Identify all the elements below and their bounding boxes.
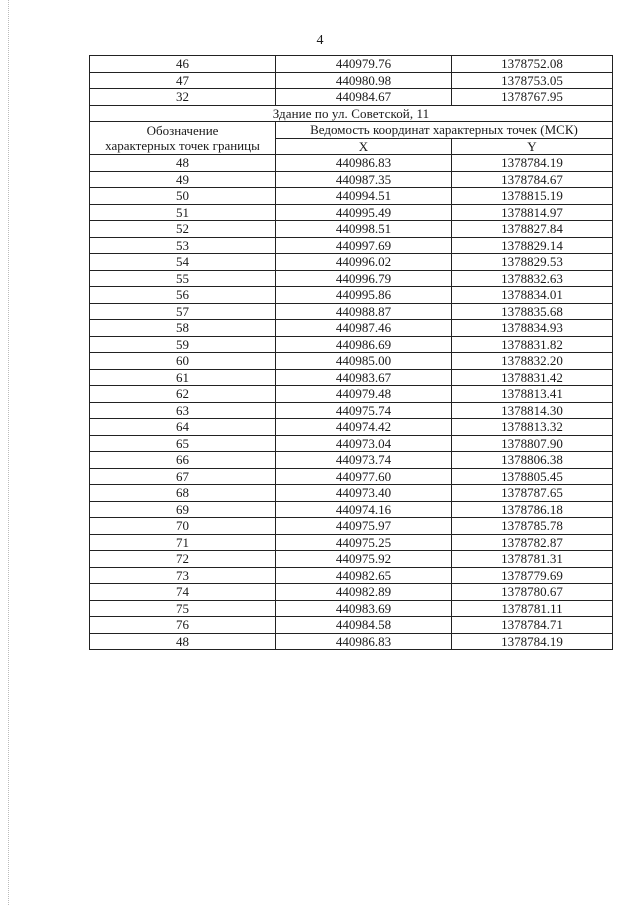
point-id-cell: 57 [90,303,276,320]
point-id-cell: 60 [90,353,276,370]
y-coordinate-cell: 1378813.32 [452,419,613,436]
y-coordinate-cell: 1378834.01 [452,287,613,304]
y-coordinate-cell: 1378813.41 [452,386,613,403]
table-row [90,485,613,502]
y-coordinate-cell: 1378781.11 [452,600,613,617]
table-row [90,468,613,485]
table-row [90,287,613,304]
point-id-cell: 71 [90,534,276,551]
x-coordinate-cell: 440995.86 [276,287,452,304]
point-id-cell: 67 [90,468,276,485]
x-coordinate-cell: 440998.51 [276,221,452,238]
y-coordinate-cell: 1378827.84 [452,221,613,238]
x-coordinate-cell: 440994.51 [276,188,452,205]
designation-header-line1: Обозначение [146,123,219,138]
x-coordinate-cell: 440986.69 [276,336,452,353]
y-coordinate-cell: 1378787.65 [452,485,613,502]
table-row [90,369,613,386]
table-row [90,56,613,73]
x-coordinate-cell: 440975.25 [276,534,452,551]
point-id-cell: 56 [90,287,276,304]
table-row [90,584,613,601]
point-id-cell: 73 [90,567,276,584]
y-coordinate-cell: 1378806.38 [452,452,613,469]
table-row [90,336,613,353]
y-coordinate-cell: 1378784.19 [452,633,613,650]
x-coordinate-cell: 440973.40 [276,485,452,502]
point-id-cell: 53 [90,237,276,254]
table-row [90,435,613,452]
x-coordinate-cell: 440975.92 [276,551,452,568]
y-coordinate-cell: 1378834.93 [452,320,613,337]
point-id-cell: 76 [90,617,276,634]
x-coordinate-cell: 440979.76 [276,56,452,73]
designation-header [90,122,276,155]
table-row [90,303,613,320]
y-coordinate-cell: 1378832.20 [452,353,613,370]
point-id-cell: 66 [90,452,276,469]
point-id-cell: 72 [90,551,276,568]
point-id-cell: 48 [90,155,276,172]
scan-margin-line [8,0,10,905]
table-row [90,633,613,650]
table-row [90,386,613,403]
x-coordinate-cell: 440974.42 [276,419,452,436]
point-id-cell: 61 [90,369,276,386]
x-coordinate-cell: 440980.98 [276,72,452,89]
point-id-cell: 74 [90,584,276,601]
y-coordinate-cell: 1378831.82 [452,336,613,353]
point-id-cell: 55 [90,270,276,287]
y-coordinate-cell: 1378805.45 [452,468,613,485]
point-rows [90,155,613,650]
point-id-cell: 51 [90,204,276,221]
x-coordinate-cell: 440996.79 [276,270,452,287]
y-coordinate-cell: 1378752.08 [452,56,613,73]
y-coordinate-cell: 1378785.78 [452,518,613,535]
x-header: X [276,138,452,155]
statement-header: Ведомость координат характерных точек (МСК) [276,122,613,139]
table-row [90,452,613,469]
coordinates-table [89,55,613,650]
y-coordinate-cell: 1378807.90 [452,435,613,452]
y-coordinate-cell: 1378786.18 [452,501,613,518]
y-coordinate-cell: 1378779.69 [452,567,613,584]
y-coordinate-cell: 1378780.67 [452,584,613,601]
point-id-cell: 32 [90,89,276,106]
x-coordinate-cell: 440974.16 [276,501,452,518]
y-coordinate-cell: 1378814.30 [452,402,613,419]
page-number: 4 [316,33,324,48]
section-title: Здание по ул. Советской, 11 [90,105,613,122]
x-coordinate-cell: 440987.46 [276,320,452,337]
table-row [90,353,613,370]
x-coordinate-cell: 440975.97 [276,518,452,535]
point-id-cell: 70 [90,518,276,535]
point-id-cell: 46 [90,56,276,73]
x-coordinate-cell: 440975.74 [276,402,452,419]
y-coordinate-cell: 1378815.19 [452,188,613,205]
table-row [90,89,613,106]
x-coordinate-cell: 440986.83 [276,633,452,650]
table-row [90,501,613,518]
y-coordinate-cell: 1378832.63 [452,270,613,287]
point-id-cell: 48 [90,633,276,650]
point-id-cell: 54 [90,254,276,271]
table-row [90,600,613,617]
table-row [90,72,613,89]
point-id-cell: 52 [90,221,276,238]
point-id-cell: 68 [90,485,276,502]
table-row [90,188,613,205]
table-row [90,171,613,188]
x-coordinate-cell: 440996.02 [276,254,452,271]
point-id-cell: 69 [90,501,276,518]
header-row-1 [90,122,613,139]
section-title-row [90,105,613,122]
point-id-cell: 64 [90,419,276,436]
table-row [90,567,613,584]
x-coordinate-cell: 440973.04 [276,435,452,452]
x-coordinate-cell: 440984.58 [276,617,452,634]
y-coordinate-cell: 1378781.31 [452,551,613,568]
table-row [90,204,613,221]
y-coordinate-cell: 1378782.87 [452,534,613,551]
x-coordinate-cell: 440986.83 [276,155,452,172]
x-coordinate-cell: 440988.87 [276,303,452,320]
designation-header-line2: характерных точек границы [105,138,260,153]
y-coordinate-cell: 1378784.19 [452,155,613,172]
table-row [90,320,613,337]
x-coordinate-cell: 440982.65 [276,567,452,584]
table-row [90,551,613,568]
y-coordinate-cell: 1378814.97 [452,204,613,221]
y-coordinate-cell: 1378784.71 [452,617,613,634]
table-row [90,534,613,551]
table-row [90,518,613,535]
x-coordinate-cell: 440973.74 [276,452,452,469]
table-row [90,155,613,172]
y-header: Y [452,138,613,155]
table-row [90,237,613,254]
x-coordinate-cell: 440995.49 [276,204,452,221]
x-coordinate-cell: 440987.35 [276,171,452,188]
y-coordinate-cell: 1378831.42 [452,369,613,386]
point-id-cell: 49 [90,171,276,188]
y-coordinate-cell: 1378767.95 [452,89,613,106]
x-coordinate-cell: 440984.67 [276,89,452,106]
top-rows [90,56,613,106]
y-coordinate-cell: 1378829.53 [452,254,613,271]
x-coordinate-cell: 440983.69 [276,600,452,617]
x-coordinate-cell: 440982.89 [276,584,452,601]
point-id-cell: 62 [90,386,276,403]
section-header [90,105,613,155]
table-row [90,254,613,271]
table-row [90,402,613,419]
point-id-cell: 50 [90,188,276,205]
point-id-cell: 58 [90,320,276,337]
x-coordinate-cell: 440979.48 [276,386,452,403]
x-coordinate-cell: 440985.00 [276,353,452,370]
table-row [90,617,613,634]
point-id-cell: 65 [90,435,276,452]
table-row [90,419,613,436]
y-coordinate-cell: 1378829.14 [452,237,613,254]
table-row [90,270,613,287]
y-coordinate-cell: 1378835.68 [452,303,613,320]
y-coordinate-cell: 1378784.67 [452,171,613,188]
point-id-cell: 63 [90,402,276,419]
x-coordinate-cell: 440977.60 [276,468,452,485]
point-id-cell: 59 [90,336,276,353]
point-id-cell: 47 [90,72,276,89]
x-coordinate-cell: 440997.69 [276,237,452,254]
y-coordinate-cell: 1378753.05 [452,72,613,89]
point-id-cell: 75 [90,600,276,617]
x-coordinate-cell: 440983.67 [276,369,452,386]
table-row [90,221,613,238]
